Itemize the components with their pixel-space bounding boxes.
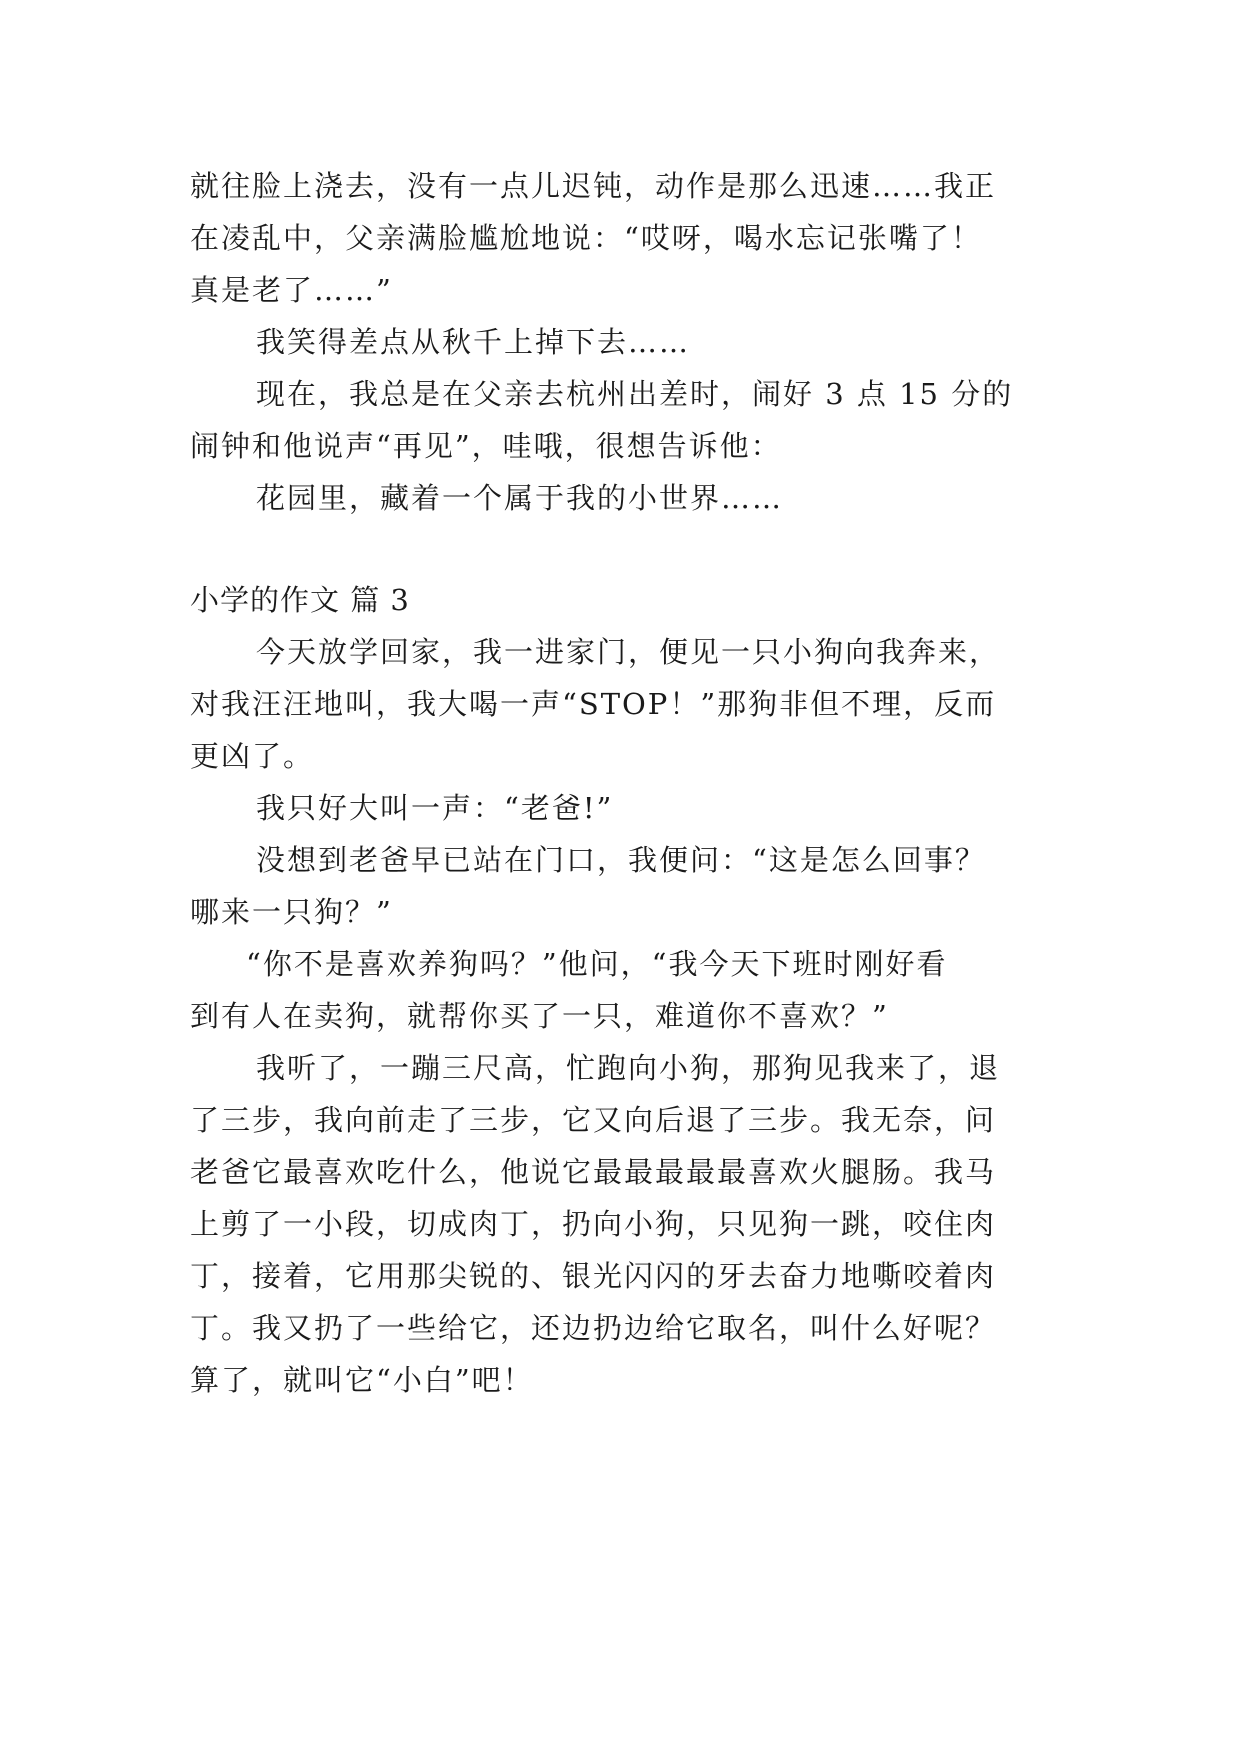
paragraph-line: 就往脸上浇去，没有一点儿迟钝，动作是那么迅速……我正: [190, 169, 997, 203]
paragraph-line: 我笑得差点从秋千上掉下去……: [256, 325, 691, 359]
paragraph-line: 真是老了……”: [190, 273, 393, 307]
paragraph-line: 没想到老爸早已站在门口，我便问：“这是怎么回事？: [256, 843, 986, 877]
paragraph-line: 更凶了。: [190, 739, 315, 773]
essay-heading: 小学的作文 篇 3: [190, 583, 410, 617]
paragraph-line: 在凌乱中，父亲满脸尴尬地说：“哎呀，喝水忘记张嘴了！: [190, 221, 982, 255]
paragraph-line: 老爸它最喜欢吃什么，他说它最最最最最喜欢火腿肠。我马: [190, 1155, 997, 1189]
paragraph-line: 对我汪汪地叫，我大喝一声“STOP！”那狗非但不理，反而: [190, 687, 997, 721]
paragraph-line: 花园里，藏着一个属于我的小世界……: [256, 481, 784, 515]
paragraph-line: 到有人在卖狗，就帮你买了一只，难道你不喜欢？”: [190, 999, 889, 1033]
paragraph-line: 上剪了一小段，切成肉丁，扔向小狗，只见狗一跳，咬住肉: [190, 1207, 997, 1241]
paragraph-line: 了三步，我向前走了三步，它又向后退了三步。我无奈，问: [190, 1103, 997, 1137]
paragraph-line: 哪来一只狗？”: [190, 895, 393, 929]
paragraph-line: 丁。我又扔了一些给它，还边扔边给它取名，叫什么好呢？: [190, 1311, 997, 1345]
paragraph-line: “你不是喜欢养狗吗？”他问，“我今天下班时刚好看: [246, 947, 948, 981]
paragraph-line: 算了，就叫它“小白”吧！: [190, 1363, 534, 1397]
paragraph-line: 闹钟和他说声“再见”，哇哦，很想告诉他：: [190, 429, 782, 463]
paragraph-line: 我听了，一蹦三尺高，忙跑向小狗，那狗见我来了，退: [256, 1051, 1001, 1085]
paragraph-line: 现在，我总是在父亲去杭州出差时，闹好 3 点 15 分的: [256, 377, 1014, 411]
paragraph-line: 我只好大叫一声：“老爸!”: [256, 791, 614, 825]
paragraph-line: 今天放学回家，我一进家门，便见一只小狗向我奔来，: [256, 635, 1001, 669]
paragraph-line: 丁，接着，它用那尖锐的、银光闪闪的牙去奋力地嘶咬着肉: [190, 1259, 997, 1293]
